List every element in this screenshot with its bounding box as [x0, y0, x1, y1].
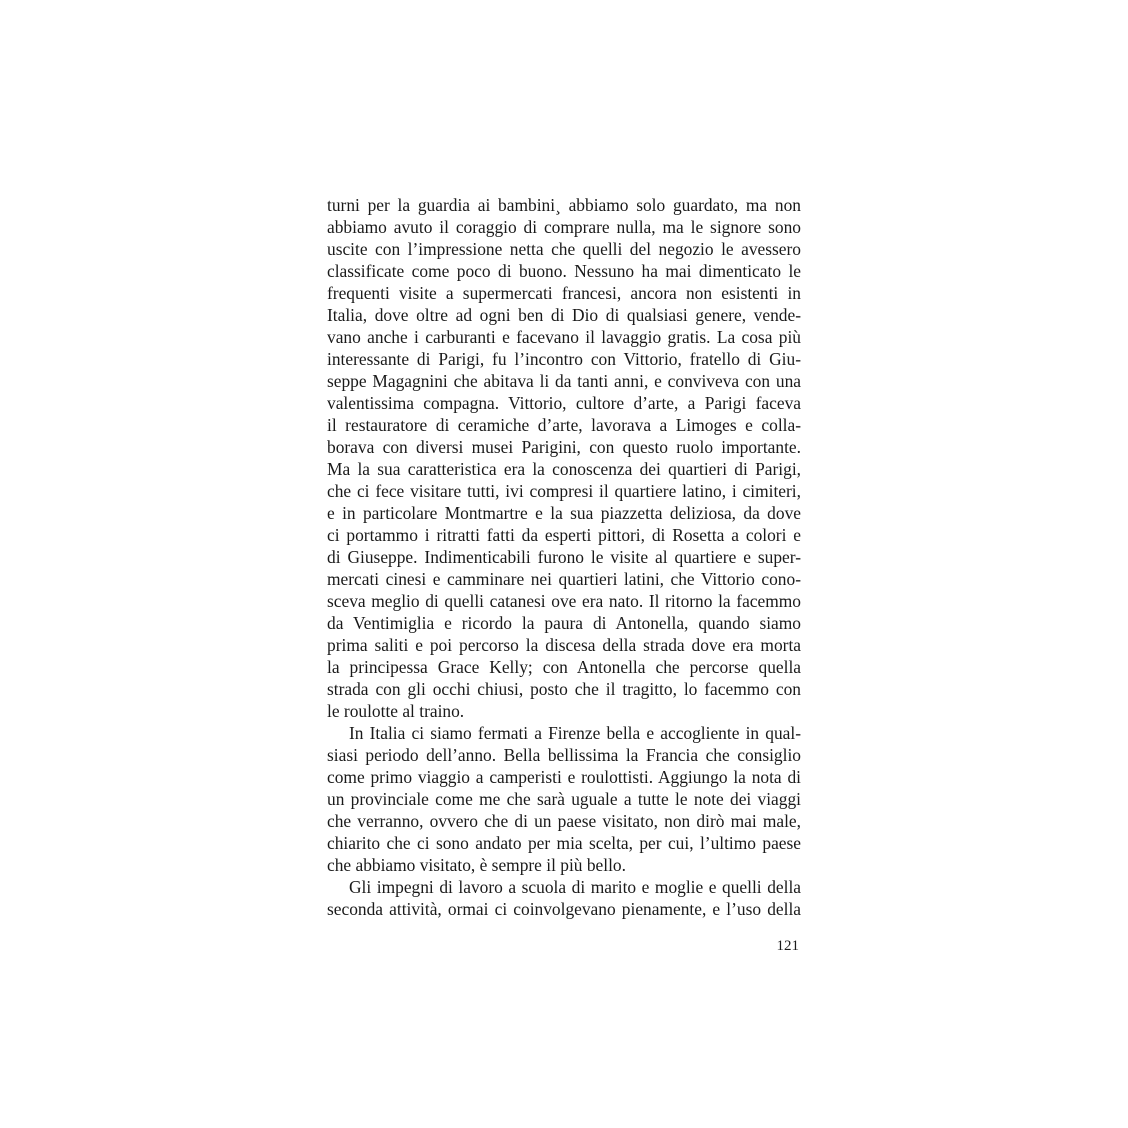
text-line: come primo viaggio a camperisti e roulottisti. Aggiungo la nota di	[327, 767, 801, 787]
text-line: turni per la guardia ai bambini¸ abbiamo solo guardato, ma non	[327, 195, 801, 215]
text-line: il restauratore di ceramiche d’arte, lavorava a Limoges e colla-	[327, 415, 801, 435]
paragraph	[327, 876, 801, 920]
text-line: classificate come poco di buono. Nessuno ha mai dimenticato le	[327, 261, 801, 281]
text-line: e in particolare Montmartre e la sua piazzetta deliziosa, da dove	[327, 503, 801, 523]
text-line: strada con gli occhi chiusi, posto che il tragitto, lo facemmo con	[327, 679, 801, 699]
text-line: da Ventimiglia e ricordo la paura di Antonella, quando siamo	[327, 613, 801, 633]
text-line: seppe Magagnini che abitava li da tanti anni, e conviveva con una	[327, 371, 801, 391]
body-text	[327, 194, 801, 920]
text-line: Ma la sua caratteristica era la conoscenza dei quartieri di Parigi,	[327, 459, 801, 479]
text-line: seconda attività, ormai ci coinvolgevano pienamente, e l’uso della	[327, 899, 801, 919]
text-line: sceva meglio di quelli catanesi ove era nato. Il ritorno la facemmo	[327, 591, 801, 611]
text-line: abbiamo avuto il coraggio di comprare nulla, ma le signore sono	[327, 217, 801, 237]
text-line: interessante di Parigi, fu l’incontro con Vittorio, fratello di Giu-	[327, 349, 801, 369]
text-line: di Giuseppe. Indimenticabili furono le visite al quartiere e super-	[327, 547, 801, 567]
text-line: uscite con l’impressione netta che quelli del negozio le avessero	[327, 239, 801, 259]
text-line: prima saliti e poi percorso la discesa della strada dove era morta	[327, 635, 801, 655]
text-line: un provinciale come me che sarà uguale a tutte le note dei viaggi	[327, 789, 801, 809]
text-line: le roulotte al traino.	[327, 701, 465, 721]
text-line: vano anche i carburanti e facevano il lavaggio gratis. La cosa più	[327, 327, 801, 347]
text-line: siasi periodo dell’anno. Bella bellissima la Francia che consiglio	[327, 745, 801, 765]
text-line: chiarito che ci sono andato per mia scelta, per cui, l’ultimo paese	[327, 833, 801, 853]
text-line: che verranno, ovvero che di un paese visitato, non dirò mai male,	[327, 811, 801, 831]
page-number: 121	[776, 938, 799, 954]
text-line: Italia, dove oltre ad ogni ben di Dio di qualsiasi genere, vende-	[327, 305, 801, 325]
text-line: In Italia ci siamo fermati a Firenze bella e accogliente in qual-	[349, 723, 801, 743]
text-line: che ci fece visitare tutti, ivi compresi il quartiere latino, i cimiteri,	[327, 481, 801, 501]
text-line: frequenti visite a supermercati francesi, ancora non esistenti in	[327, 283, 801, 303]
text-line: ci portammo i ritratti fatti da esperti pittori, di Rosetta a colori e	[327, 525, 801, 545]
paragraph	[327, 194, 801, 722]
text-line: borava con diversi musei Parigini, con questo ruolo importante.	[327, 437, 801, 457]
text-line: valentissima compagna. Vittorio, cultore d’arte, a Parigi faceva	[327, 393, 801, 413]
paragraph	[327, 722, 801, 876]
text-line: la principessa Grace Kelly; con Antonella che percorse quella	[327, 657, 801, 677]
text-line: mercati cinesi e camminare nei quartieri latini, che Vittorio cono-	[327, 569, 801, 589]
text-line: Gli impegni di lavoro a scuola di marito e moglie e quelli della	[349, 877, 801, 897]
text-line: che abbiamo visitato, è sempre il più bello.	[327, 855, 626, 875]
